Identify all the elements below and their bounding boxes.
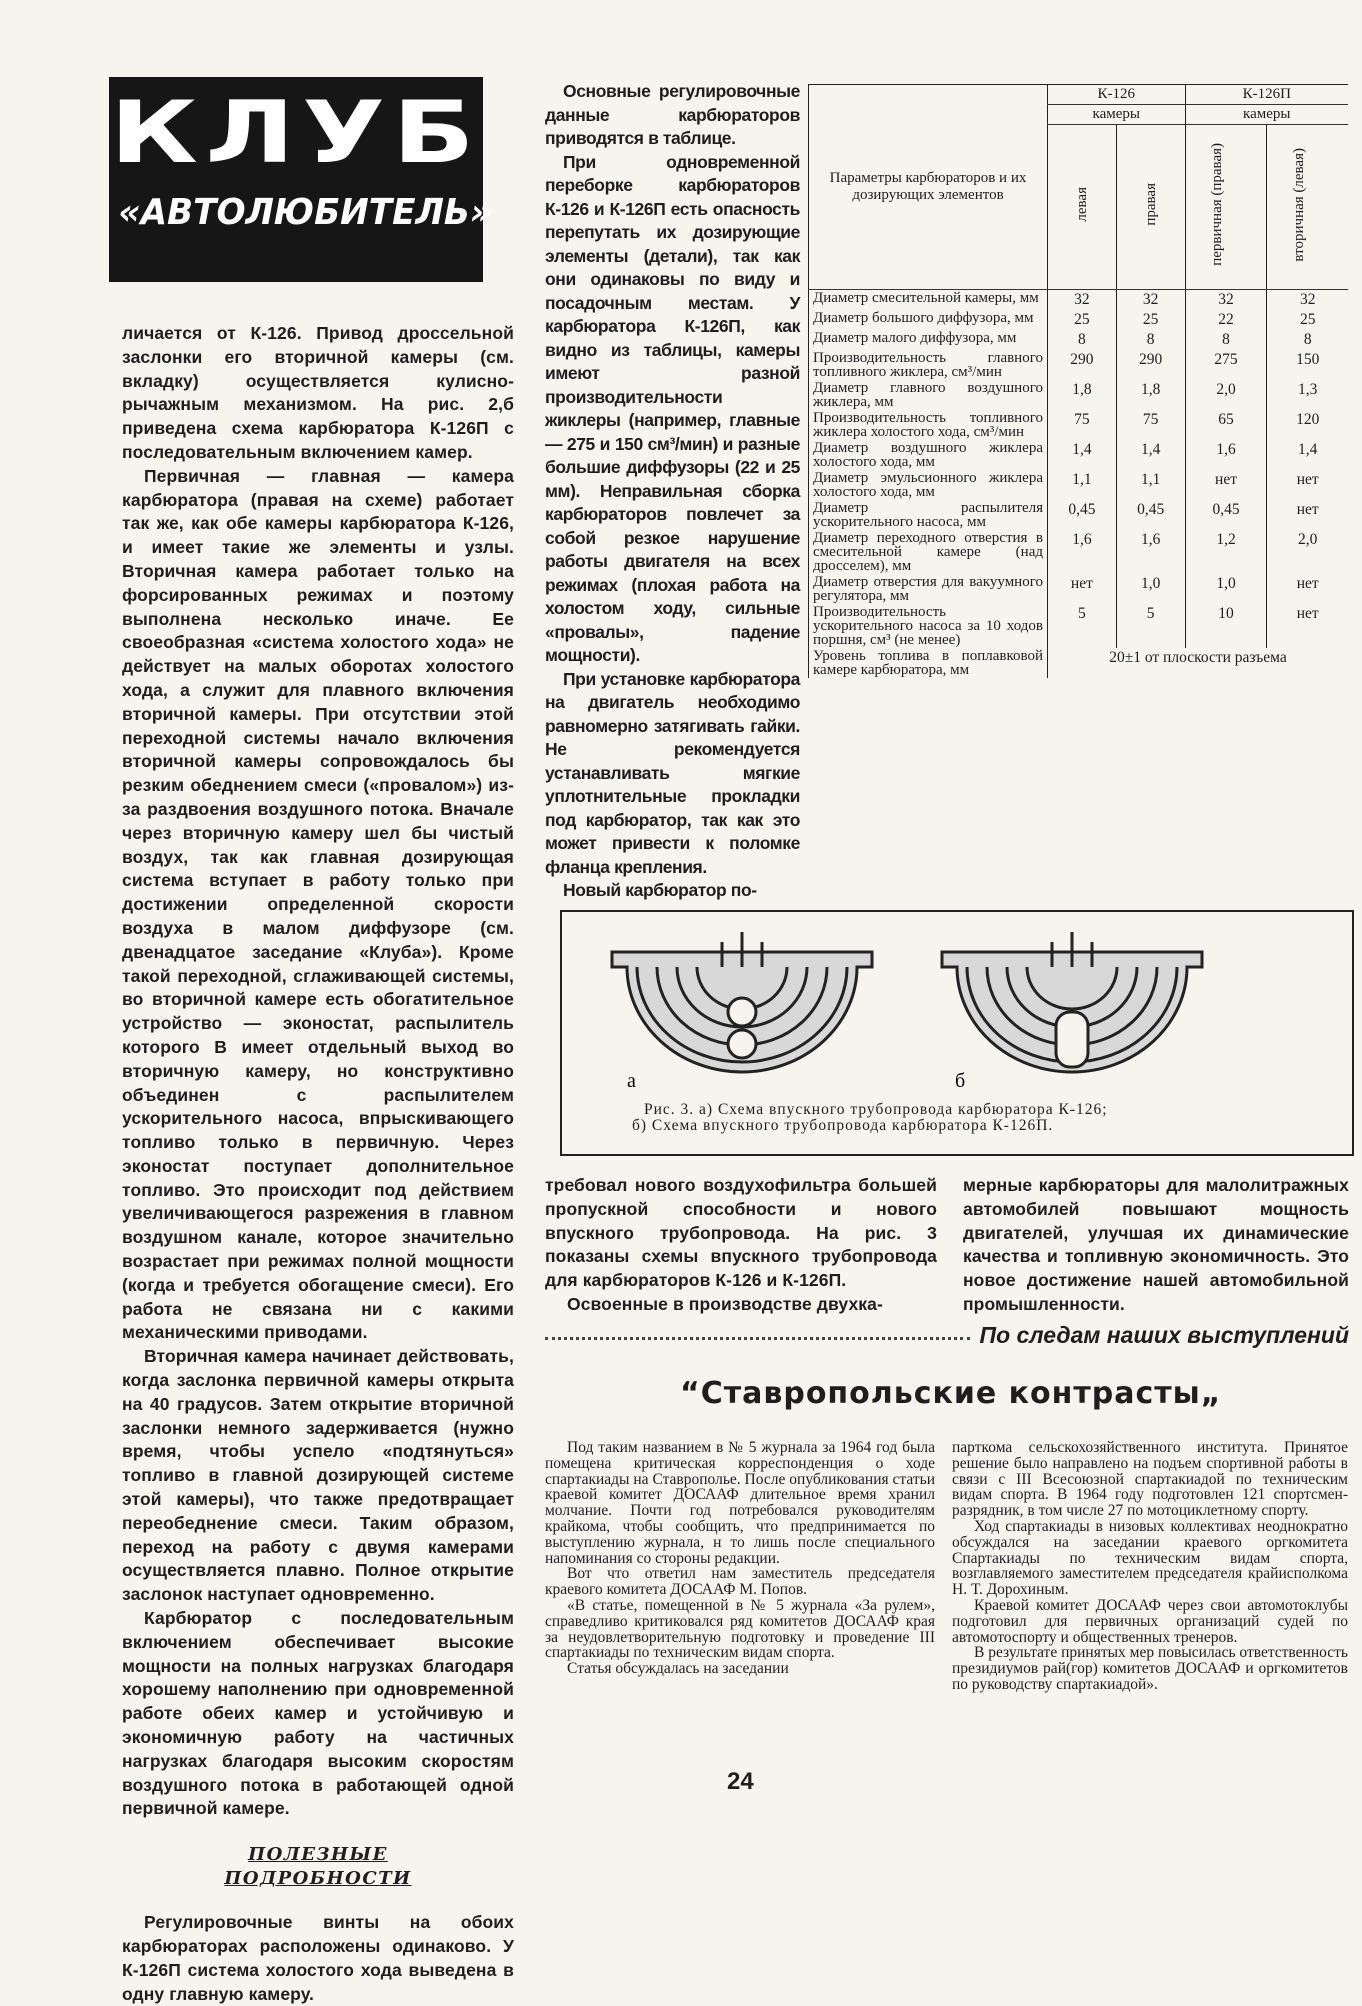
value-cell: 5 — [1048, 604, 1117, 648]
value-cell: 0,45 — [1185, 500, 1267, 530]
logo-line2: «АВТОЛЮБИТЕЛЬ» — [118, 192, 493, 233]
value-cell: 25 — [1048, 310, 1117, 330]
paragraph: Статья обсуждалась на заседании — [567, 1660, 789, 1678]
param-cell: Производительность ускорительного насоса за 10 ходов поршня, см³ (не менее) — [809, 604, 1048, 648]
page-number: 24 — [727, 1768, 754, 1795]
paragraph: Ход спартакиады в низовых коллективах неоднократно обсуждался на заседании краевого оргкомитета Спартакиады по техническим видам спорта, возглавляемого заместителем председателя крайисполкома Н. Т. Дорохиным. — [952, 1517, 1348, 1599]
value-cell: нет — [1267, 470, 1348, 500]
table-row — [809, 290, 1349, 311]
value-cell: 32 — [1048, 290, 1117, 311]
table-row — [809, 350, 1349, 380]
param-cell: Диаметр смесительной камеры, мм — [809, 290, 1048, 311]
manifold-diagram — [562, 912, 1352, 1092]
param-cell: Диаметр малого диффузора, мм — [809, 330, 1048, 350]
table-row — [809, 330, 1349, 350]
value-cell: 1,4 — [1267, 440, 1348, 470]
manifold-b — [942, 932, 1202, 1072]
table-row — [809, 410, 1349, 440]
subcol-header: левая — [1048, 125, 1117, 290]
paragraph: Новый карбюратор по- — [563, 880, 757, 900]
table-row — [809, 604, 1349, 648]
paragraph: Вот что ответил нам заместитель председателя краевого комитета ДОСААФ М. Попов. — [545, 1565, 935, 1599]
table-row — [809, 530, 1349, 574]
param-cell: Диаметр большого диффузора, мм — [809, 310, 1048, 330]
param-cell: Диаметр воздушного жиклера холостого хода, мм — [809, 440, 1048, 470]
article-title: “Ставропольские контрасты„ — [680, 1376, 1222, 1411]
subcol-header: первичная (правая) — [1185, 125, 1267, 290]
value-cell: нет — [1267, 574, 1348, 604]
value-cell: 10 — [1185, 604, 1267, 648]
paragraph: Первичная — главная — камера карбюратора (правая на схеме) работает так же, как обе камеры карбюратора К-126, и имеет такие же элементы и узлы. Вторичная камера работает только на форсированных режимах и поэтому выполнена несколько иначе. Ее своеобразная «система холостого хода» не действует на малых оборотах холостого хода, а служит для плавного включения вторичной камеры. При отсутствии этой переходной системы начало включения вторичной камеры сопровождалось бы резким обеднением смеси («провалом») из-за раздвоения воздушного потока. Вначале через вторичную камеру шел бы чистый воздух, так как главная дозирующая система вступает в работу только при достижении определенной скорости воздуха в малом диффузоре (см. двенадцатое заседание «Клуба»). Кроме такой переходной, сглаживающей системы, во вторичной камере есть обогатительное устройство — эконостат, распылитель которого В имеет отдельный выход во вторичную камеру, но конструктивно объединен с распылителем ускорительного насоса, впрыскивающего топливо только в первичную. Через эконостат поступает дополнительное топливо. Это происходит под действием увеличивающегося разрежения в главном воздушном канале, которое значительно возрастает при режимах полной мощности (когда и требуется обогащение смеси). Его работа не связана ни с какими механическими приводами. — [122, 465, 514, 1343]
middle-column — [545, 80, 800, 903]
model-header: К-126 — [1048, 85, 1186, 105]
chambers-header: камеры — [1185, 105, 1348, 125]
continuation-col1 — [545, 1174, 937, 1317]
paragraph: Под таким названием в № 5 журнала за 1964 год была помещена критическая корреспонденция о ходе спартакиады на Ставрополье. После опубликования статьи краевой комитет ДОСААФ длительное время хранил молчание. Почти год потребовался руководителям крайкома, чтобы сообщить, что предпринимается по выступлению журнала, н то лишь после специального напоминания со стороны редакции. — [545, 1439, 935, 1567]
label-b: б — [955, 1070, 966, 1092]
value-cell: 290 — [1116, 350, 1185, 380]
value-cell: 1,0 — [1185, 574, 1267, 604]
subheading-line2: ПОДРОБНОСТИ — [224, 1868, 412, 1890]
value-cell: 1,6 — [1185, 440, 1267, 470]
value-cell: 1,8 — [1048, 380, 1117, 410]
left-column — [122, 322, 514, 2006]
paragraph: Основные регулировочные данные карбюраторов приводятся в таблице. — [545, 81, 800, 148]
value-cell: нет — [1185, 470, 1267, 500]
caption-line: Рис. 3. а) Схема впускного трубопровода карбюратора К-126; — [644, 1101, 1108, 1118]
param-cell: Диаметр главного воздушного жиклера, мм — [809, 380, 1048, 410]
param-cell: Диаметр распылителя ускорительного насоса, мм — [809, 500, 1048, 530]
paragraph: В результате принятых мер повысилась ответственность президиумов рай(гор) комитетов ДОСААФ и оргкомитетов по руководству спартакиадой». — [952, 1644, 1348, 1693]
value-cell: 25 — [1267, 310, 1348, 330]
paragraph: Вторичная камера начинает действовать, когда заслонка первичной камеры открыта на 40 градусов. Затем открытие вторичной заслонки немного задерживается (нужно время, чтобы успело «подтянуться» топливо в главной дозирующей системе этой камеры), что также предотвращает переобеднение смеси. Таким образом, переход на работу с двумя камерами осуществляется плавно. Полное открытие заслонок наступает одновременно. — [122, 1346, 514, 1605]
continuation-col2 — [963, 1174, 1349, 1317]
value-cell: 2,0 — [1267, 530, 1348, 574]
value-cell: 1,2 — [1185, 530, 1267, 574]
value-cell: 32 — [1185, 290, 1267, 311]
paragraph: Краевой комитет ДОСААФ через свои автомотоклубы подготовил для первичных организаций судей по автомотоспорту и общественных тренеров. — [952, 1596, 1348, 1646]
chambers-header: камеры — [1048, 105, 1186, 125]
param-header: Параметры карбюраторов и их дозирующих элементов — [809, 85, 1048, 290]
value-cell: 75 — [1116, 410, 1185, 440]
table-row — [809, 470, 1349, 500]
article-col1 — [545, 1440, 935, 1677]
paragraph: При установке карбюратора на двигатель необходимо равномерно затягивать гайки. Не рекомендуется устанавливать мягкие уплотнительные прокладки под карбюратор, так как это может привести к поломке фланца крепления. — [545, 668, 800, 877]
manifold-a — [612, 932, 872, 1072]
paragraph: личается от К-126. Привод дроссельной заслонки его вторичной камеры (см. вкладку) осуществляется кулисно-рычажным механизмом. На рис. 2,б приведена схема карбюратора К-126П с последовательным включением камер. — [122, 323, 514, 462]
param-cell: Производительность главного топливного жиклера, см³/мин — [809, 350, 1048, 380]
value-cell: нет — [1267, 604, 1348, 648]
table-row — [809, 440, 1349, 470]
rubric-dotted-rule — [545, 1337, 970, 1343]
value-cell: 0,45 — [1116, 500, 1185, 530]
figure-intake-manifolds — [560, 910, 1354, 1156]
value-cell: 1,1 — [1116, 470, 1185, 500]
value-cell: 275 — [1185, 350, 1267, 380]
subcol-header: вторичная (левая) — [1267, 125, 1348, 290]
carburetor-table — [808, 84, 1348, 678]
value-cell: 120 — [1267, 410, 1348, 440]
value-cell: 1,4 — [1116, 440, 1185, 470]
value-cell: нет — [1267, 500, 1348, 530]
table-row — [809, 648, 1349, 678]
value-cell: 1,4 — [1048, 440, 1117, 470]
paragraph: Карбюратор с последовательным включением обеспечивает высокие мощности на полных нагрузках благодаря хорошему наполнению при одновременной работе обеих камер и устойчивую и экономичную работу на частичных нагрузках благодаря высоким скоростям воздушного потока в работающей одной первичной камере. — [122, 1608, 514, 1819]
tip-paragraph: Регулировочные винты на обоих карбюраторах расположены одинаково. У К-126П система холостого хода выведена в одну главную камеру. — [122, 1912, 514, 2004]
subcol-header: правая — [1116, 125, 1185, 290]
value-cell: 32 — [1267, 290, 1348, 311]
model-header: К-126П — [1185, 85, 1348, 105]
value-cell: 8 — [1267, 330, 1348, 350]
value-cell: 1,3 — [1267, 380, 1348, 410]
value-cell: 1,6 — [1116, 530, 1185, 574]
paragraph: «В статье, помещенной в № 5 журнала «За рулем», справедливо критиковался ряд комитетов ДОСААФ края за неудовлетворительную подготовку и проведение III спартакиады по техническим видам спорта. — [545, 1596, 935, 1662]
value-cell: 290 — [1048, 350, 1117, 380]
param-cell: Диаметр эмульсионного жиклера холостого хода, мм — [809, 470, 1048, 500]
paragraph: парткома сельскохозяйственного института. Принятое решение было направлено на подъем спортивной работы в связи с III Всесоюзной спартакиадой по техническим видам спорта. В 1964 году подготовлен 121 спортсмен-разрядник, в том числе 27 по мотоциклетному спорту. — [952, 1439, 1348, 1520]
rubric-title: По следам наших выступлений — [979, 1322, 1349, 1348]
value-cell: 65 — [1185, 410, 1267, 440]
value-cell: 75 — [1048, 410, 1117, 440]
value-cell: 22 — [1185, 310, 1267, 330]
value-cell: 2,0 — [1185, 380, 1267, 410]
table-row — [809, 500, 1349, 530]
table-row — [809, 380, 1349, 410]
figure-caption — [632, 1102, 1108, 1134]
paragraph: Освоенные в производстве двухка- — [567, 1293, 883, 1314]
club-logo — [109, 77, 493, 282]
table-row — [809, 574, 1349, 604]
value-cell: 20±1 от плоскости разъема — [1048, 648, 1349, 678]
value-cell: 8 — [1185, 330, 1267, 350]
value-cell: нет — [1048, 574, 1117, 604]
subheading — [122, 1843, 514, 1891]
article-col2 — [952, 1440, 1348, 1693]
value-cell: 8 — [1116, 330, 1185, 350]
value-cell: 5 — [1116, 604, 1185, 648]
value-cell: 32 — [1116, 290, 1185, 311]
paragraph: При одновременной переборке карбюраторов К-126 и К-126П есть опасность перепутать их дозирующие элементы (детали), так как они одинаковы по виду и посадочным местам. У карбюратора К-126П, как видно из таблицы, камеры имеют разной производительности жиклеры (например, главные — 275 и 150 см³/мин) и разные большие диффузоры (22 и 25 мм). Неправильная сборка карбюраторов повлечет за собой резкое нарушение работы двигателя на всех режимах (плохая работа на холостом ходу, сильные «провалы», падение мощности). — [545, 151, 800, 665]
paragraph: требовал нового воздухофильтра большей пропускной способности и нового впускного трубопровода. На рис. 3 показаны схемы впускного трубопровода для карбюраторов К-126 и К-126П. — [545, 1175, 937, 1291]
value-cell: 25 — [1116, 310, 1185, 330]
value-cell: 1,6 — [1048, 530, 1117, 574]
rubric-line — [545, 1322, 1349, 1349]
value-cell: 150 — [1267, 350, 1348, 380]
label-a: а — [627, 1070, 636, 1092]
value-cell: 1,8 — [1116, 380, 1185, 410]
paragraph: мерные карбюраторы для малолитражных автомобилей повышают мощность двигателей, улучшая их динамические качества и топливную экономичность. Это новое достижение нашей автомобильной промышленности. — [963, 1175, 1349, 1314]
logo-line1: КЛУБ — [110, 83, 482, 183]
param-cell: Уровень топлива в поплавковой камере карбюратора, мм — [809, 648, 1048, 678]
param-cell: Диаметр переходного отверстия в смесительной камере (над дросселем), мм — [809, 530, 1048, 574]
table-row — [809, 310, 1349, 330]
value-cell: 8 — [1048, 330, 1117, 350]
param-cell: Производительность топливного жиклера холостого хода, см³/мин — [809, 410, 1048, 440]
caption-line: б) Схема впускного трубопровода карбюратора К-126П. — [632, 1117, 1054, 1134]
param-cell: Диаметр отверстия для вакуумного регулятора, мм — [809, 574, 1048, 604]
value-cell: 1,1 — [1048, 470, 1117, 500]
value-cell: 1,0 — [1116, 574, 1185, 604]
subheading-line1: ПОЛЕЗНЫЕ — [248, 1844, 388, 1866]
value-cell: 0,45 — [1048, 500, 1117, 530]
